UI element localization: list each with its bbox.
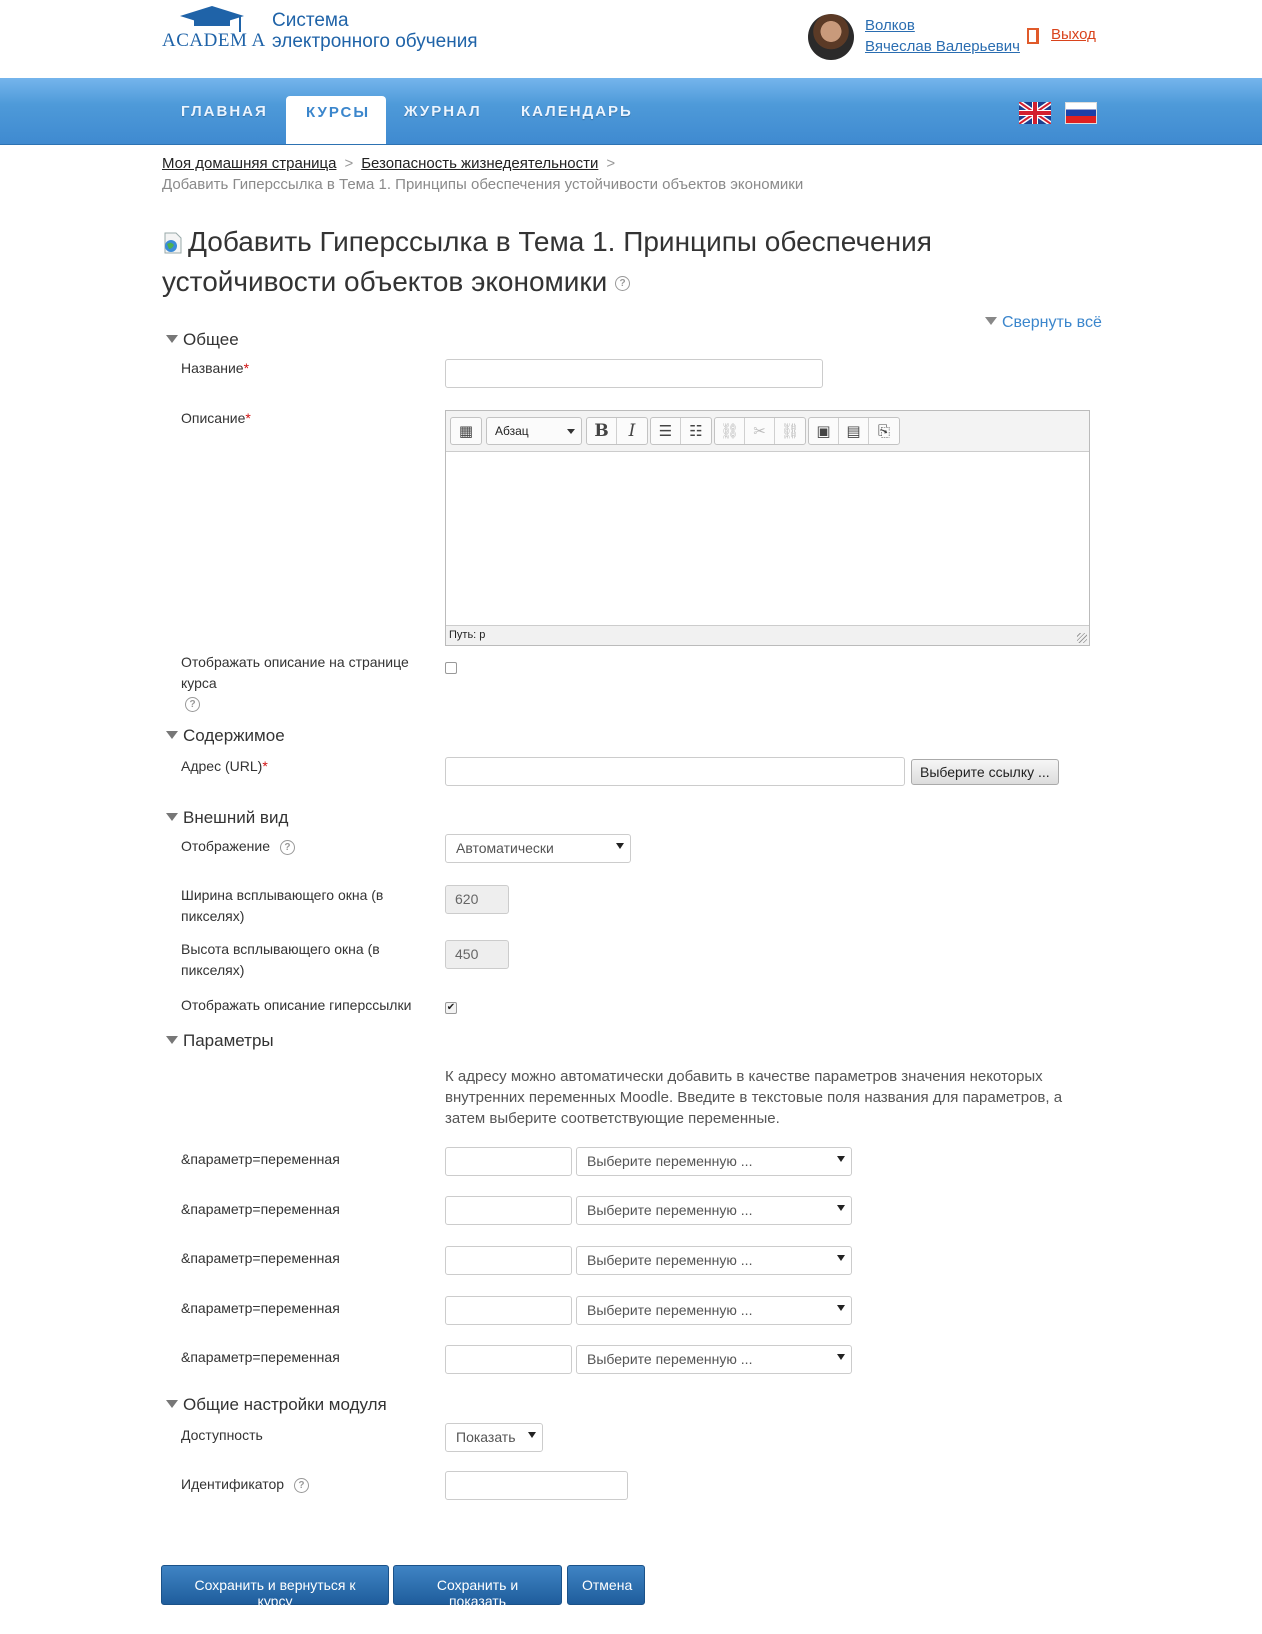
display-select[interactable]: Автоматически [445,834,631,863]
breadcrumb-course[interactable]: Безопасность жизнедеятельности [361,155,599,172]
parameter-label: &параметр=переменная [181,1349,340,1365]
link-group [714,417,806,445]
save-and-display-button[interactable]: Сохранить и показать [393,1565,562,1605]
parameters-description: К адресу можно автоматически добавить в качестве параметров значения некоторых внутренних переменных Moodle. Введите в текстовые поля названия для параметров, а затем выберите соответствующие переменные. [445,1068,1063,1127]
resize-grip-icon[interactable] [1077,633,1087,643]
main-nav [0,78,1262,145]
help-icon[interactable]: ? [615,276,630,291]
russian-flag-icon[interactable] [1065,102,1097,124]
required-icon: * [245,410,251,426]
file-manager-icon[interactable]: ⎘ [877,422,890,440]
chevron-down-icon [837,1255,845,1261]
parameter-name-input[interactable] [445,1296,572,1325]
parameter-variable-select[interactable]: Выберите переменную ... [576,1246,852,1275]
parameter-variable-select[interactable]: Выберите переменную ... [576,1296,852,1325]
parameter-variable-select[interactable]: Выберите переменную ... [576,1345,852,1374]
bullet-list-icon[interactable]: ☰ [651,418,681,444]
availability-select[interactable]: Показать [445,1423,543,1452]
section-content-header[interactable]: Содержимое [166,726,285,746]
availability-label: Доступность [181,1427,263,1443]
help-icon[interactable]: ? [185,697,200,712]
show-description-checkbox[interactable] [445,662,457,674]
show-link-description-checkbox[interactable]: ✔ [446,1002,456,1013]
required-icon: * [262,758,268,774]
url-module-icon [162,231,184,255]
logout-link[interactable]: Выход [1051,26,1096,43]
description-editor[interactable] [445,410,1090,646]
section-toggle-icon [166,335,178,343]
section-general-header[interactable]: Общее [166,330,239,350]
breadcrumb: Моя домашняя страница > Безопасность жизнедеятельности > [162,155,616,172]
section-toggle-icon [166,813,178,821]
link-icon[interactable]: ⛓ [715,418,745,444]
logo-text: ACADEM A [162,30,266,51]
media-icon[interactable]: ▤ [839,418,869,444]
user-name-link[interactable]: Волков Вячеслав Валерьевич [865,17,1020,55]
chevron-down-icon [567,429,575,434]
media-group [808,417,900,445]
nav-item-journal[interactable]: ЖУРНАЛ [404,103,482,120]
chevron-down-icon [837,1205,845,1211]
section-appearance-header[interactable]: Внешний вид [166,808,288,828]
chevron-down-icon [837,1305,845,1311]
section-module-settings-header[interactable]: Общие настройки модуля [166,1395,387,1415]
image-icon[interactable]: ▣ [809,418,839,444]
page-title: Добавить Гиперссылка в Тема 1. Принципы обеспечения устойчивости объектов экономики ? [162,226,932,297]
numbered-list-icon[interactable]: ☷ [689,423,703,440]
cancel-button[interactable]: Отмена [567,1565,645,1605]
parameter-name-input[interactable] [445,1147,572,1176]
breadcrumb-home[interactable]: Моя домашняя страница [162,155,337,172]
url-input[interactable] [445,757,905,786]
popup-width-label: Ширина всплывающего окна (в пикселях) [181,887,384,924]
chevron-down-icon [616,843,624,849]
required-icon: * [243,360,250,376]
description-label: Описание* [181,410,251,426]
display-label: Отображение ? [181,836,295,857]
format-group [586,417,648,445]
section-toggle-icon [166,731,178,739]
idnumber-input[interactable] [445,1471,628,1500]
parameter-label: &параметр=переменная [181,1151,340,1167]
site-header [0,0,1262,78]
bold-icon[interactable]: B [587,418,617,444]
parameter-name-input[interactable] [445,1246,572,1275]
english-flag-icon[interactable] [1019,102,1051,124]
nav-item-calendar[interactable]: КАЛЕНДАРЬ [521,103,633,120]
parameter-label: &параметр=переменная [181,1201,340,1217]
editor-toolbar [446,411,1089,452]
chevron-down-icon [837,1156,845,1162]
parameter-name-input[interactable] [445,1196,572,1225]
parameter-name-input[interactable] [445,1345,572,1374]
parameter-label: &параметр=переменная [181,1300,340,1316]
editor-path-status: Путь: p [446,625,1089,645]
system-title: Система электронного обучения [272,10,478,52]
show-description-label: Отображать описание на странице курса [181,654,409,691]
anchor-icon[interactable]: ⛓ [780,423,800,440]
collapse-all-link[interactable]: Свернуть всё [985,314,1102,332]
chevron-down-icon [528,1432,536,1438]
paragraph-format-select[interactable]: Абзац [486,417,582,445]
italic-icon[interactable]: I [628,421,636,441]
nav-item-home[interactable]: ГЛАВНАЯ [181,103,268,120]
url-label: Адрес (URL)* [181,758,268,774]
parameter-variable-select[interactable]: Выберите переменную ... [576,1147,852,1176]
popup-width-input[interactable]: 620 [445,885,509,914]
help-icon[interactable]: ? [294,1478,309,1493]
breadcrumb-current: Добавить Гиперссылка в Тема 1. Принципы обеспечения устойчивости объектов экономики [162,176,804,193]
collapse-triangle-icon [985,317,997,325]
parameter-variable-select[interactable]: Выберите переменную ... [576,1196,852,1225]
nav-item-courses[interactable]: КУРСЫ [286,96,386,144]
parameter-label: &параметр=переменная [181,1250,340,1266]
list-group [650,417,712,445]
section-toggle-icon [166,1036,178,1044]
chevron-down-icon [837,1354,845,1360]
name-input[interactable] [445,359,823,388]
toolbar-toggle-group [450,417,482,445]
toolbar-toggle-icon[interactable]: ▦ [458,423,474,440]
popup-height-input[interactable]: 450 [445,940,509,969]
user-avatar[interactable] [808,14,854,60]
logout-icon[interactable] [1027,28,1039,44]
save-and-return-button[interactable]: Сохранить и вернуться к курсу [161,1565,389,1605]
idnumber-label: Идентификатор ? [181,1474,309,1495]
section-parameters-header[interactable]: Параметры [166,1031,274,1051]
name-label: Название* [181,360,250,376]
choose-link-button[interactable]: Выберите ссылку ... [911,759,1059,785]
show-link-description-label: Отображать описание гиперссылки [181,997,412,1013]
unlink-icon[interactable]: ✂ [745,418,775,444]
popup-height-label: Высота всплывающего окна (в пикселях) [181,941,380,978]
help-icon[interactable]: ? [280,840,295,855]
section-toggle-icon [166,1400,178,1408]
